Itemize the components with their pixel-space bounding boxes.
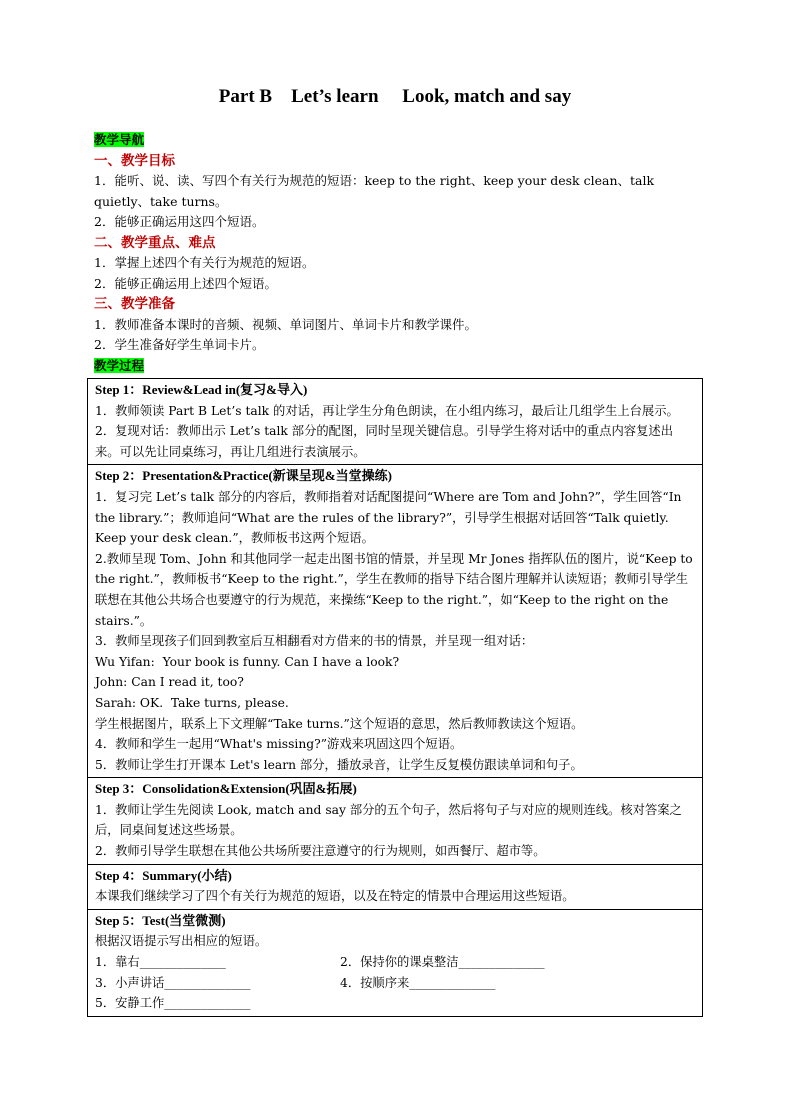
test-item: 2．保持你的课桌整洁______________: [340, 955, 545, 970]
step-line: 1．教师领读 Part B Let’s talk 的对话，再让学生分角色朗读，在小组内练习，最后让几组学生上台展示。: [95, 403, 679, 418]
step-line: 4．教师和学生一起用“What's missing?”游戏来巩固这四个短语。: [95, 737, 463, 752]
step-title: Step 4：Summary(小结): [95, 867, 232, 883]
section-heading-preparation: 三、教学准备: [94, 296, 175, 312]
step-title: Step 1：Review&Lead in(复习&导入): [95, 382, 308, 397]
step-line: 本课我们继续学习了四个有关行为规范的短语，以及在特定的情景中合理运用这些短语。: [95, 889, 575, 904]
guide-label: 教学导航: [94, 132, 145, 147]
test-item: 1．靠右______________: [95, 955, 226, 970]
step-cell: [88, 864, 703, 909]
step-title: Step 2：Presentation&Practice(新课呈现&当堂操练): [95, 468, 392, 484]
objective-line-1: 1．能听、说、读、写四个有关行为规范的短语：keep to the right、keep your desk clean、talk quietly、take turns。: [94, 173, 655, 209]
objective-line-2: 2．能够正确运用这四个短语。: [94, 214, 265, 229]
step-line: 5．教师让学生打开课本 Let's learn 部分，播放录音，让学生反复模仿跟读单词和句子。: [95, 757, 583, 772]
step-row: [88, 465, 703, 778]
preparation-line-1: 1．教师准备本课时的音频、视频、单词图片、单词卡片和教学课件。: [94, 316, 477, 332]
step-row: [88, 864, 703, 909]
title-lesson: Let’s learn: [291, 86, 379, 107]
test-instruction: 根据汉语提示写出相应的短语。: [95, 934, 268, 949]
step-line: 1．复习完 Let’s talk 部分的内容后，教师指着对话配图提问“Where are Tom and John?”，学生回答“In the library.”；教师追问“What are the rules of the library?”，引导学生根据对话回答“Talk quietly. Keep your desk clean.”，教师板书这两个短语。: [95, 489, 682, 546]
key-point-line-2: 2．能够正确运用上述四个短语。: [94, 275, 277, 291]
step-line: 2．教师引导学生联想在其他公共场所要注意遵守的行为规则，如西餐厅、超市等。: [95, 844, 546, 859]
test-title: Step 5：Test(当堂微测): [95, 912, 226, 928]
test-item: 5．安静工作______________: [95, 996, 251, 1011]
lesson-title: [0, 86, 790, 108]
teaching-guide: [94, 130, 698, 376]
step-line: 3．教师呈现孩子们回到教室后互相翻看对方借来的书的情景，并呈现一组对话：: [95, 634, 534, 649]
section-heading-key-points: 二、教学重点、难点: [94, 234, 216, 251]
teaching-process-table: [87, 378, 703, 1017]
step-cell: [88, 379, 703, 465]
dialogue-line: Wu Yifan: Your book is funny. Can I have a look?: [95, 654, 400, 669]
step-cell: [88, 909, 703, 1016]
title-activity: Look, match and say: [402, 86, 572, 107]
preparation-line-2: 2．学生准备好学生单词卡片。: [94, 337, 265, 352]
step-line: 2.教师呈现 Tom、John 和其他同学一起走出图书馆的情景，并呈现 Mr Jones 指挥队伍的图片，说“Keep to the right.”，教师板书“Keep to the right.”，学生在教师的指导下结合图片理解并认读短语；教师引导学生联想在其他公共场合也要遵守的行为规范，来操练“Keep to the right.”，如“Keep to the right on the stairs.”。: [95, 551, 693, 628]
step-row: [88, 909, 703, 1016]
step-row: [88, 778, 703, 864]
test-items: [95, 952, 695, 1014]
section-heading-objectives: 一、教学目标: [94, 152, 175, 169]
test-item: 4．按顺序来______________: [340, 975, 496, 990]
step-cell: [88, 465, 703, 778]
dialogue-line: John: Can I read it, too?: [95, 675, 244, 690]
key-point-line-1: 1．掌握上述四个有关行为规范的短语。: [94, 255, 315, 270]
step-title: Step 3：Consolidation&Extension(巩固&拓展): [95, 781, 357, 797]
step-line: 2．复现对话：教师出示 Let’s talk 部分的配图，同时呈现关键信息。引导学生将对话中的重点内容复述出来。可以先让同桌练习，再让几组进行表演展示。: [95, 424, 673, 459]
step-line: 1．教师让学生先阅读 Look, match and say 部分的五个句子，然后将句子与对应的规则连线。核对答案之后，同桌间复述这些场景。: [95, 802, 682, 838]
process-label: 教学过程: [94, 357, 145, 373]
dialogue-line: Sarah: OK. Take turns, please.: [95, 695, 289, 710]
title-part: Part B: [218, 86, 273, 107]
test-item: 3．小声讲话______________: [95, 975, 251, 990]
step-line: 学生根据图片，联系上下文理解“Take turns.”这个短语的意思，然后教师教读这个短语。: [95, 716, 584, 731]
step-cell: [88, 778, 703, 864]
step-row: [88, 379, 703, 465]
